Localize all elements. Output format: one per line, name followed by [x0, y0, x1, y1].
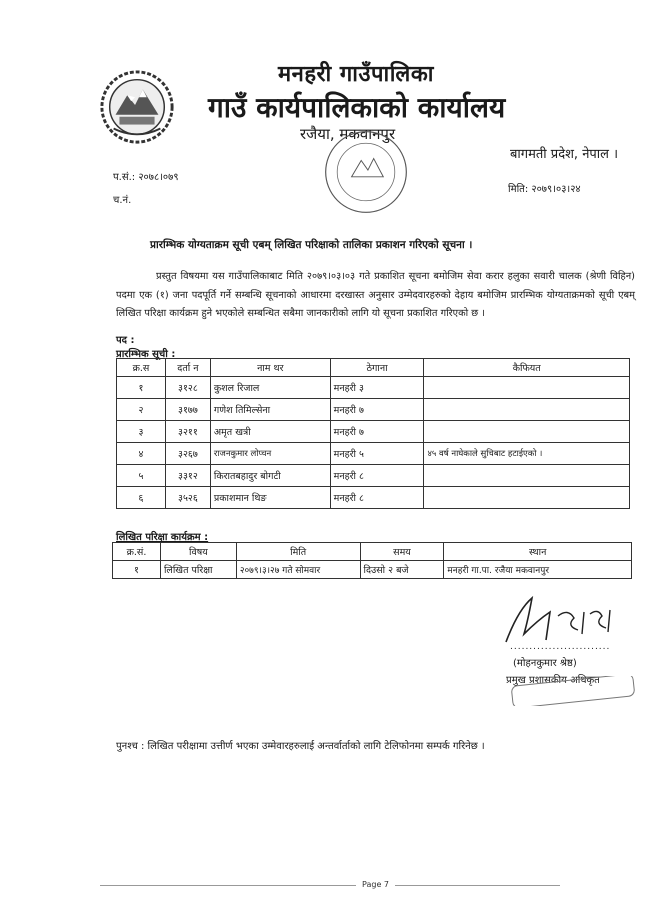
- cell-reg-no: ३१२८: [165, 377, 210, 399]
- office-address: रजैया, मकवानपुर: [300, 125, 396, 143]
- column-header: ठेगाना: [330, 359, 424, 377]
- exam-schedule-table: [112, 542, 632, 579]
- cell-remarks: [424, 399, 630, 421]
- office-name: मनहरी गाउँपालिका: [278, 62, 434, 87]
- cell-subject: लिखित परिक्षा: [160, 561, 236, 579]
- cell-serial: २: [117, 399, 166, 421]
- cell-remarks: [424, 487, 630, 509]
- cell-name: प्रकाशमान थिङ: [210, 487, 330, 509]
- dispatch-number: च.नं.: [113, 195, 132, 206]
- prelim-list-caption: प्रारम्भिक सूची :: [116, 349, 176, 360]
- page-number: Page 7: [356, 880, 395, 889]
- government-emblem-icon: [98, 68, 176, 146]
- table-header-row: [113, 543, 632, 561]
- signature-line: ..........................: [510, 642, 611, 652]
- cell-serial: १: [113, 561, 161, 579]
- reference-number: प.सं.: २०७८।०७९: [113, 172, 179, 183]
- cell-serial: १: [117, 377, 166, 399]
- cell-reg-no: ३१७७: [165, 399, 210, 421]
- column-header: कैफियत: [424, 359, 630, 377]
- table-row: [117, 465, 630, 487]
- exam-schedule-caption: लिखित परिक्षा कार्यक्रम :: [116, 532, 209, 543]
- cell-serial: ६: [117, 487, 166, 509]
- footer-divider: [100, 885, 560, 886]
- column-header: नाम थर: [210, 359, 330, 377]
- table-row: [117, 399, 630, 421]
- column-header: दर्ता न: [165, 359, 210, 377]
- postscript-note: पुनश्च : लिखित परीक्षामा उत्तीर्ण भएका उम्मेवारहरुलाई अन्तर्वार्ताको लागि टेलिफोनमा सम्पर्क गरिनेछ ।: [116, 741, 485, 752]
- signatory-title: प्रमुख प्रशासकीय अधिकृत: [506, 675, 600, 686]
- cell-reg-no: ३२६७: [165, 443, 210, 465]
- cell-name: किरातबहादुर बोगटी: [210, 465, 330, 487]
- cell-remarks: ४५ वर्ष नाघेकाले सुचिबाट हटाईएको ।: [424, 443, 630, 465]
- office-stamp-icon: [318, 124, 414, 220]
- cell-address: मनहरी ७: [330, 421, 424, 443]
- cell-venue: मनहरी गा.पा. रजैया मकवानपुर: [444, 561, 632, 579]
- notice-body: प्रस्तुत विषयमा यस गाउँपालिकाबाट मिति २०७९।०३।०३ गते प्रकाशित सूचना बमोजिम सेवा करार हलुका सवारी चालक (श्रेणी विहिन) पदमा एक (१) जना पदपूर्ति गर्ने सम्बन्धि सूचनाको आधारमा दरखास्त अनुसार उम्मेदवारहरुको देहाय बमोजिम प्रारम्भिक योग्यताक्रमको सूची एबम् लिखित परिक्षा कार्यक्रम हुने भएकोले सम्बन्धित सबैमा जानकारीको लागि यो सूचना प्रकाशित गरिएको छ ।: [116, 271, 635, 319]
- cell-name: गणेश तिमिल्सेना: [210, 399, 330, 421]
- table-row: [117, 487, 630, 509]
- cell-reg-no: ३५२६: [165, 487, 210, 509]
- notice-title: प्रारम्भिक योग्यताक्रम सूची एबम् लिखित परिक्षाको तालिका प्रकाशन गरिएको सूचना ।: [150, 239, 473, 251]
- cell-time: दिउसो २ बजे: [360, 561, 444, 579]
- cell-date: २०७९।३।२७ गते सोमवार: [236, 561, 360, 579]
- notice-date: मिति: २०७९।०३।२४: [508, 184, 581, 195]
- cell-reg-no: ३२११: [165, 421, 210, 443]
- table-row: [113, 561, 632, 579]
- table-header-row: [117, 359, 630, 377]
- cell-serial: ५: [117, 465, 166, 487]
- table-row: [117, 377, 630, 399]
- cell-address: मनहरी ३: [330, 377, 424, 399]
- signatory-stamp-icon: [508, 676, 638, 706]
- cell-serial: ४: [117, 443, 166, 465]
- column-header: क्र.स: [117, 359, 166, 377]
- signatory-name: (मोहनकुमार श्रेष्ठ): [513, 658, 577, 669]
- cell-address: मनहरी ८: [330, 465, 424, 487]
- cell-address: मनहरी ८: [330, 487, 424, 509]
- cell-address: मनहरी ७: [330, 399, 424, 421]
- cell-remarks: [424, 377, 630, 399]
- cell-remarks: [424, 421, 630, 443]
- office-subtitle: गाउँ कार्यपालिकाको कार्यालय: [208, 91, 506, 124]
- handwritten-signature: [498, 590, 628, 650]
- cell-reg-no: ३३१२: [165, 465, 210, 487]
- cell-name: अमृत खत्री: [210, 421, 330, 443]
- cell-name: कुशल रिजाल: [210, 377, 330, 399]
- cell-address: मनहरी ५: [330, 443, 424, 465]
- prelim-list-table: [116, 358, 630, 509]
- cell-name: राजनकुमार लोप्चन: [210, 443, 330, 465]
- table-row: [117, 443, 630, 465]
- column-header: क्र.सं.: [113, 543, 161, 561]
- province-label: बागमती प्रदेश, नेपाल ।: [510, 147, 619, 162]
- column-header: समय: [360, 543, 444, 561]
- column-header: स्थान: [444, 543, 632, 561]
- cell-remarks: [424, 465, 630, 487]
- column-header: विषय: [160, 543, 236, 561]
- post-label: पद :: [116, 335, 135, 346]
- cell-serial: ३: [117, 421, 166, 443]
- table-row: [117, 421, 630, 443]
- column-header: मिति: [236, 543, 360, 561]
